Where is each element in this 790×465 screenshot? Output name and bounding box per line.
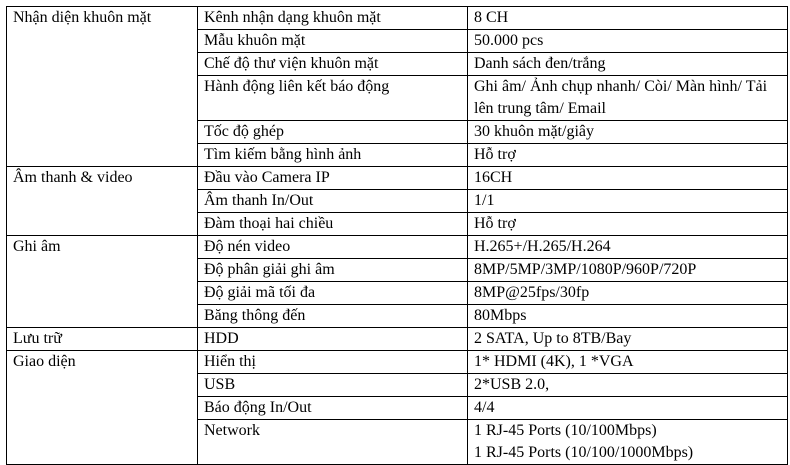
table-row — [7, 236, 788, 259]
spec-value: 4/4 — [468, 397, 788, 420]
spec-value: Ghi âm/ Ảnh chụp nhanh/ Còi/ Màn hình/ Tải lên trung tâm/ Email — [468, 76, 788, 121]
spec-value: Hỗ trợ — [468, 144, 788, 167]
spec-value: 1* HDMI (4K), 1 *VGA — [468, 351, 788, 374]
spec-label: USB — [198, 374, 468, 397]
spec-label: Âm thanh In/Out — [198, 190, 468, 213]
group-label-face-recognition: Nhận diện khuôn mặt — [7, 7, 198, 167]
spec-label: Đầu vào Camera IP — [198, 167, 468, 190]
spec-value: Danh sách đen/trắng — [468, 53, 788, 76]
spec-value: 2 SATA, Up to 8TB/Bay — [468, 328, 788, 351]
spec-label: Băng thông đến — [198, 305, 468, 328]
spec-label: Đàm thoại hai chiều — [198, 213, 468, 236]
spec-value: 50.000 pcs — [468, 30, 788, 53]
group-label-storage: Lưu trữ — [7, 328, 198, 351]
spec-value: 80Mbps — [468, 305, 788, 328]
spec-label: Chế độ thư viện khuôn mặt — [198, 53, 468, 76]
spec-label: Tìm kiếm bằng hình ảnh — [198, 144, 468, 167]
spec-value: 16CH — [468, 167, 788, 190]
spec-label: Độ phân giải ghi âm — [198, 259, 468, 282]
table-row — [7, 351, 788, 374]
spec-value: 8MP@25fps/30fp — [468, 282, 788, 305]
spec-label: Tốc độ ghép — [198, 121, 468, 144]
spec-label: Network — [198, 420, 468, 465]
spec-table — [6, 6, 788, 465]
table-row — [7, 328, 788, 351]
spec-label: Mẫu khuôn mặt — [198, 30, 468, 53]
spec-label: Kênh nhận dạng khuôn mặt — [198, 7, 468, 30]
spec-value — [468, 420, 788, 465]
spec-value: 2*USB 2.0, — [468, 374, 788, 397]
spec-label: Hành động liên kết báo động — [198, 76, 468, 121]
network-port-line: 1 RJ-45 Ports (10/100Mbps) — [474, 422, 657, 439]
spec-value: 8MP/5MP/3MP/1080P/960P/720P — [468, 259, 788, 282]
table-row — [7, 167, 788, 190]
spec-value: 30 khuôn mặt/giây — [468, 121, 788, 144]
spec-value: H.265+/H.265/H.264 — [468, 236, 788, 259]
spec-value: 8 CH — [468, 7, 788, 30]
spec-value: 1/1 — [468, 190, 788, 213]
network-port-line: 1 RJ-45 Ports (10/100/1000Mbps) — [474, 444, 694, 461]
spec-label: Độ giải mã tối đa — [198, 282, 468, 305]
table-row — [7, 7, 788, 30]
group-label-audio-video: Âm thanh & video — [7, 167, 198, 236]
spec-label: Hiển thị — [198, 351, 468, 374]
group-label-recording: Ghi âm — [7, 236, 198, 328]
spec-label: HDD — [198, 328, 468, 351]
spec-value: Hỗ trợ — [468, 213, 788, 236]
spec-label: Độ nén video — [198, 236, 468, 259]
group-label-interface: Giao diện — [7, 351, 198, 465]
spec-label: Báo động In/Out — [198, 397, 468, 420]
